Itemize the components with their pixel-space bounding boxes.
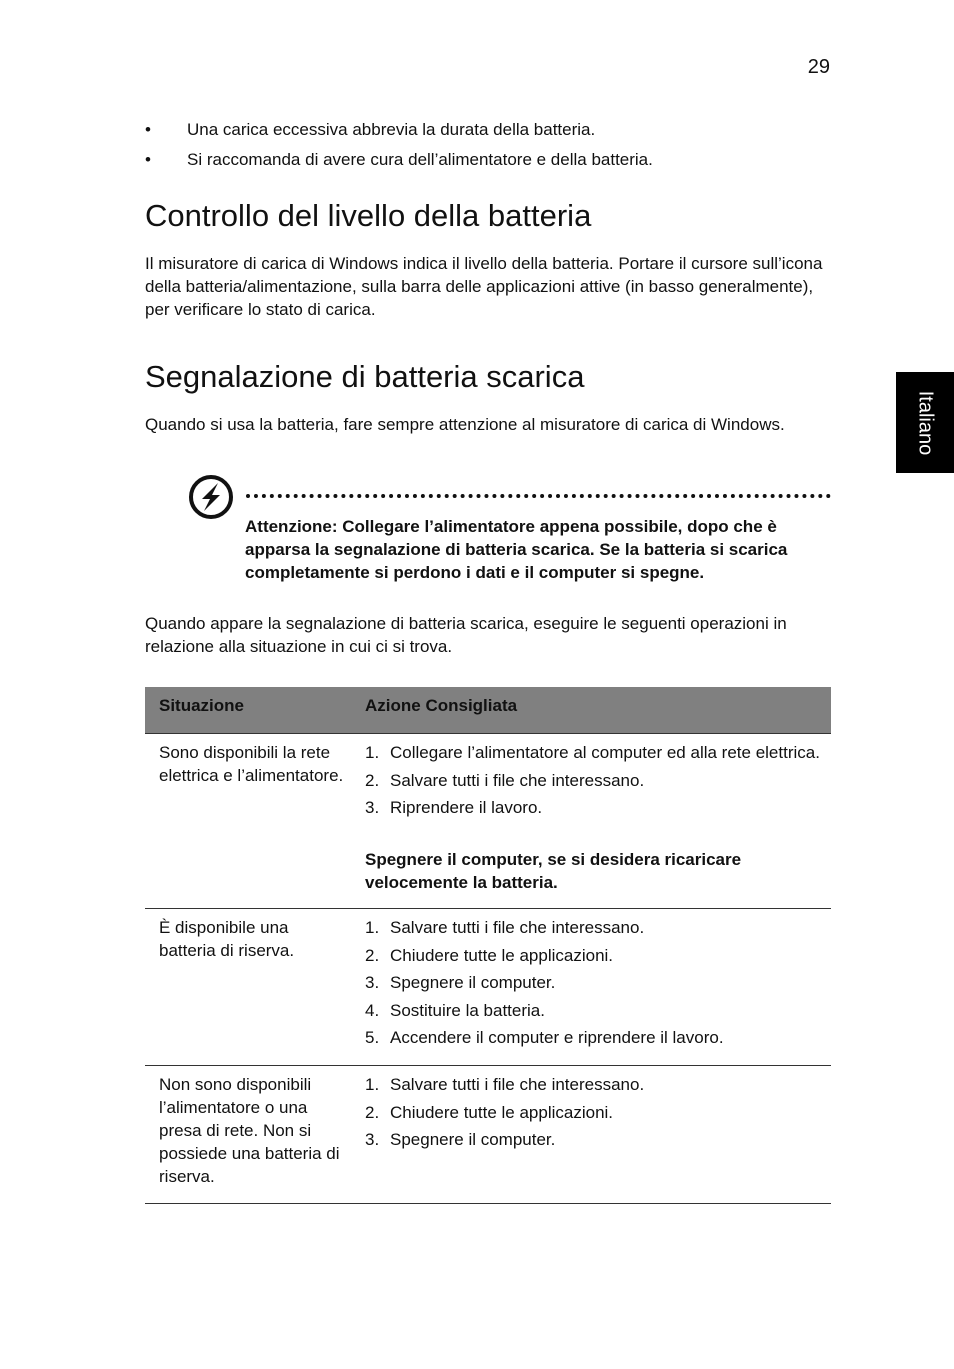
section-paragraph-battery-level: Il misuratore di carica di Windows indica il livello della batteria. Portare il cursore sull’icona della batteria/alimentazione, sulla barra delle applicazioni attive (in basso generalmente), per verificare lo stato di carica.: [145, 254, 823, 319]
row-steps: [365, 916, 825, 1054]
section-heading-battery-level: Controllo del livello della batteria: [145, 198, 592, 233]
intro-bullet-list: [145, 118, 835, 178]
step-text: Chiudere tutte le applicazioni.: [390, 1102, 614, 1122]
side-tab-label: Italiano: [914, 390, 937, 455]
step-text: Sostituire la batteria.: [390, 1000, 545, 1020]
step-number: 1.: [365, 743, 380, 762]
bullet-item: [145, 148, 835, 178]
step-item: [365, 971, 825, 994]
table-row: [145, 1066, 831, 1204]
step-number: 4.: [365, 1000, 380, 1020]
step-item: [365, 999, 825, 1022]
bullet-text: Una carica eccessiva abbrevia la durata della batteria.: [187, 120, 596, 139]
row-situation: Non sono disponibili l’alimentatore o una presa di rete. Non si possiede una batteria di riserva.: [159, 1075, 340, 1186]
bullet-marker: •: [145, 150, 151, 169]
step-item: [365, 916, 825, 939]
step-text: Spegnere il computer.: [390, 973, 556, 992]
step-text: Salvare tutti i file che interessano.: [390, 1075, 645, 1094]
table-header: [145, 687, 831, 734]
step-text: Accendere il computer e riprendere il lavoro.: [390, 1028, 724, 1047]
section-heading-low-battery: Segnalazione di batteria scarica: [145, 359, 585, 394]
step-text: Salvare tutti i file che interessano.: [390, 770, 645, 790]
step-text: Collegare l’alimentatore al computer ed alla rete elettrica.: [390, 743, 820, 762]
step-item: [365, 1073, 825, 1096]
bullet-item: [145, 118, 835, 148]
warning-dotted-rule: [246, 494, 831, 498]
step-item: [365, 769, 825, 792]
header-action: Azione Consigliata: [365, 696, 518, 715]
step-item: [365, 1101, 825, 1124]
step-item: [365, 741, 825, 764]
section-paragraph-low-battery: Quando si usa la batteria, fare sempre attenzione al misuratore di carica di Windows.: [145, 415, 785, 434]
step-text: Spegnere il computer.: [390, 1130, 556, 1149]
header-situation: Situazione: [159, 696, 245, 715]
row-note: Spegnere il computer, se si desidera ricaricare velocemente la batteria.: [365, 850, 742, 892]
bullet-marker: •: [145, 120, 151, 139]
step-item: [365, 796, 825, 819]
page-number: 29: [807, 56, 830, 78]
row-steps: [365, 1073, 825, 1156]
step-item: [365, 1026, 825, 1049]
warning-text: Attenzione: Collegare l’alimentatore appena possibile, dopo che è apparsa la segnalazione di batteria scarica. Se la batteria si scarica completamente si perdono i dati e il computer si spegne.: [245, 517, 788, 582]
step-text: Salvare tutti i file che interessano.: [390, 918, 645, 937]
step-number: 2.: [365, 770, 380, 790]
bullet-text: Si raccomanda di avere cura dell’alimentatore e della batteria.: [187, 150, 653, 169]
table-row: [145, 734, 831, 909]
row-situation: È disponibile una batteria di riserva.: [159, 918, 295, 960]
step-text: Riprendere il lavoro.: [390, 798, 543, 817]
step-number: 1.: [365, 918, 380, 937]
row-situation: Sono disponibili la rete elettrica e l’alimentatore.: [159, 743, 344, 785]
warning-bolt-icon: [188, 474, 234, 520]
low-battery-actions-table: [145, 687, 831, 1204]
step-number: 3.: [365, 798, 380, 817]
step-number: 2.: [365, 945, 380, 965]
table-row: [145, 909, 831, 1066]
step-number: 5.: [365, 1028, 380, 1047]
row-steps: [365, 741, 825, 824]
step-number: 2.: [365, 1102, 380, 1122]
step-item: [365, 944, 825, 967]
step-number: 1.: [365, 1075, 380, 1094]
step-number: 3.: [365, 1130, 380, 1149]
step-text: Chiudere tutte le applicazioni.: [390, 945, 614, 965]
language-side-tab: [896, 372, 954, 473]
step-number: 3.: [365, 973, 380, 992]
step-item: [365, 1128, 825, 1151]
section-paragraph-instructions: Quando appare la segnalazione di batteria scarica, eseguire le seguenti operazioni in relazione alla situazione in cui ci si trova.: [145, 614, 787, 656]
